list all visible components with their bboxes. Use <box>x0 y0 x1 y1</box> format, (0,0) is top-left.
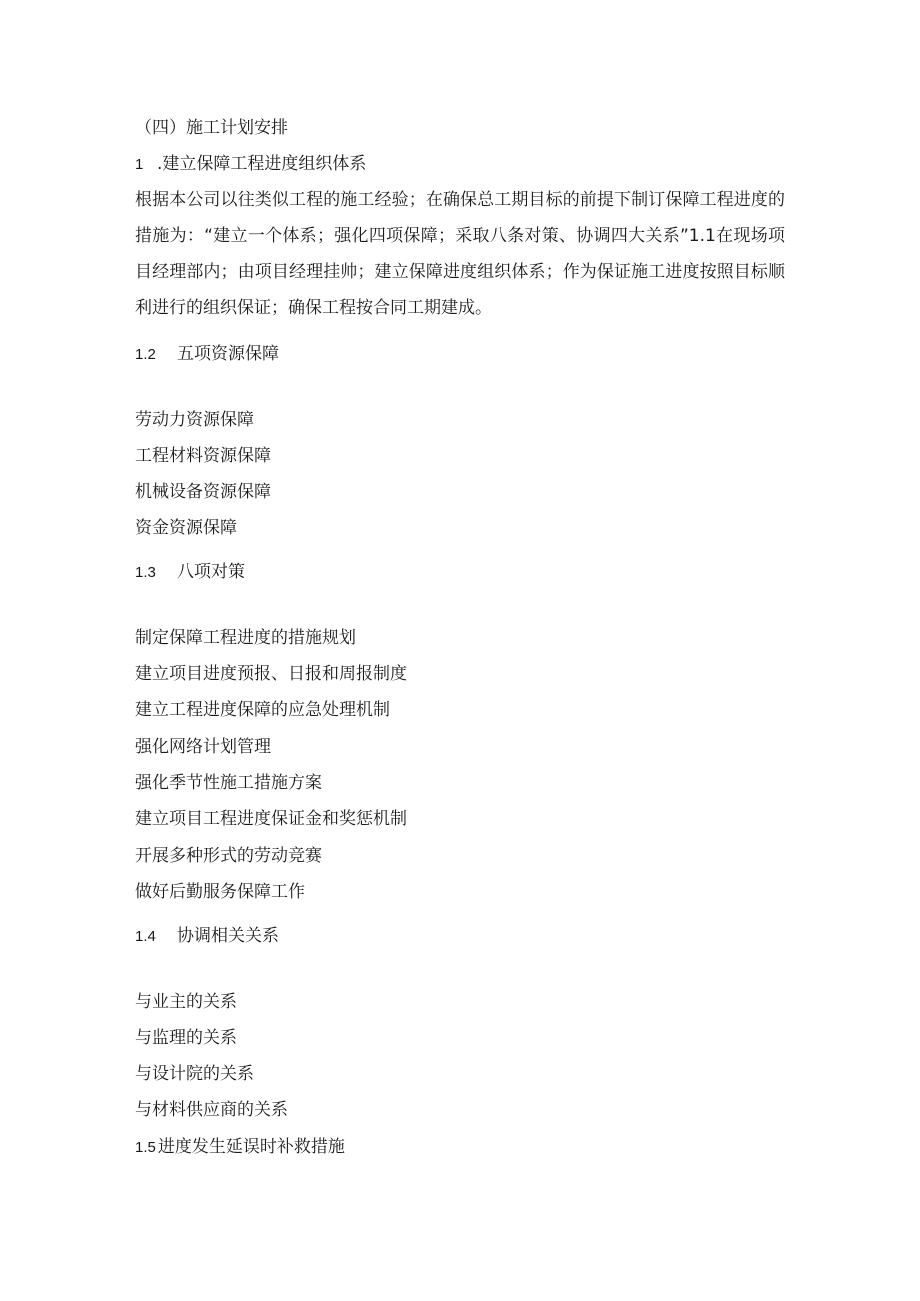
list-item: 工程材料资源保障 <box>135 446 271 466</box>
list-item: 劳动力资源保障 <box>135 410 254 430</box>
heading-1-4-title: 协调相关关系 <box>177 926 279 946</box>
heading-1-2-title: 五项资源保障 <box>177 344 279 364</box>
heading-1-title: .建立保障工程进度组织体系 <box>157 154 367 174</box>
heading-1-3-number: 1.3 <box>135 564 156 581</box>
list-item: 与业主的关系 <box>135 992 237 1012</box>
list-item: 强化季节性施工措施方案 <box>135 773 322 793</box>
heading-1-4 <box>135 925 279 948</box>
intro-paragraph: 根据本公司以往类似工程的施工经验；在确保总工期目标的前提下制订保障工程进度的措施为：“建立一个体系；强化四项保障；采取八条对策、协调四大关系”1.1在现场项目经理部内；由项目经理挂帅；建立保障进度组织体系；作为保证施工进度按照目标顺利进行的组织保证；确保工程按合同工期建成。 <box>135 190 785 318</box>
heading-1-3 <box>135 561 245 584</box>
list-item: 建立工程进度保障的应急处理机制 <box>135 700 390 720</box>
section-heading: （四）施工计划安排 <box>135 118 288 138</box>
list-item: 开展多种形式的劳动竞赛 <box>135 846 322 866</box>
list-item: 与材料供应商的关系 <box>135 1100 288 1120</box>
list-item: 与设计院的关系 <box>135 1064 254 1084</box>
heading-1 <box>135 153 366 176</box>
heading-1-3-title: 八项对策 <box>177 562 245 582</box>
list-item: 做好后勤服务保障工作 <box>135 882 305 902</box>
list-item: 机械设备资源保障 <box>135 482 271 502</box>
heading-1-5-title: 进度发生延误时补救措施 <box>157 1137 345 1157</box>
list-item: 与监理的关系 <box>135 1028 237 1048</box>
list-item: 建立项目进度预报、日报和周报制度 <box>135 664 407 684</box>
heading-1-number: 1 <box>135 156 144 173</box>
list-item: 制定保障工程进度的措施规划 <box>135 628 356 648</box>
heading-1-2-number: 1.2 <box>135 346 156 363</box>
list-item: 强化网络计划管理 <box>135 737 271 757</box>
list-item: 建立项目工程进度保证金和奖惩机制 <box>135 809 407 829</box>
heading-1-2 <box>135 343 279 366</box>
heading-1-5-number: 1.5 <box>135 1139 156 1156</box>
heading-1-4-number: 1.4 <box>135 928 156 945</box>
heading-1-5 <box>135 1136 345 1159</box>
list-item: 资金资源保障 <box>135 518 237 538</box>
